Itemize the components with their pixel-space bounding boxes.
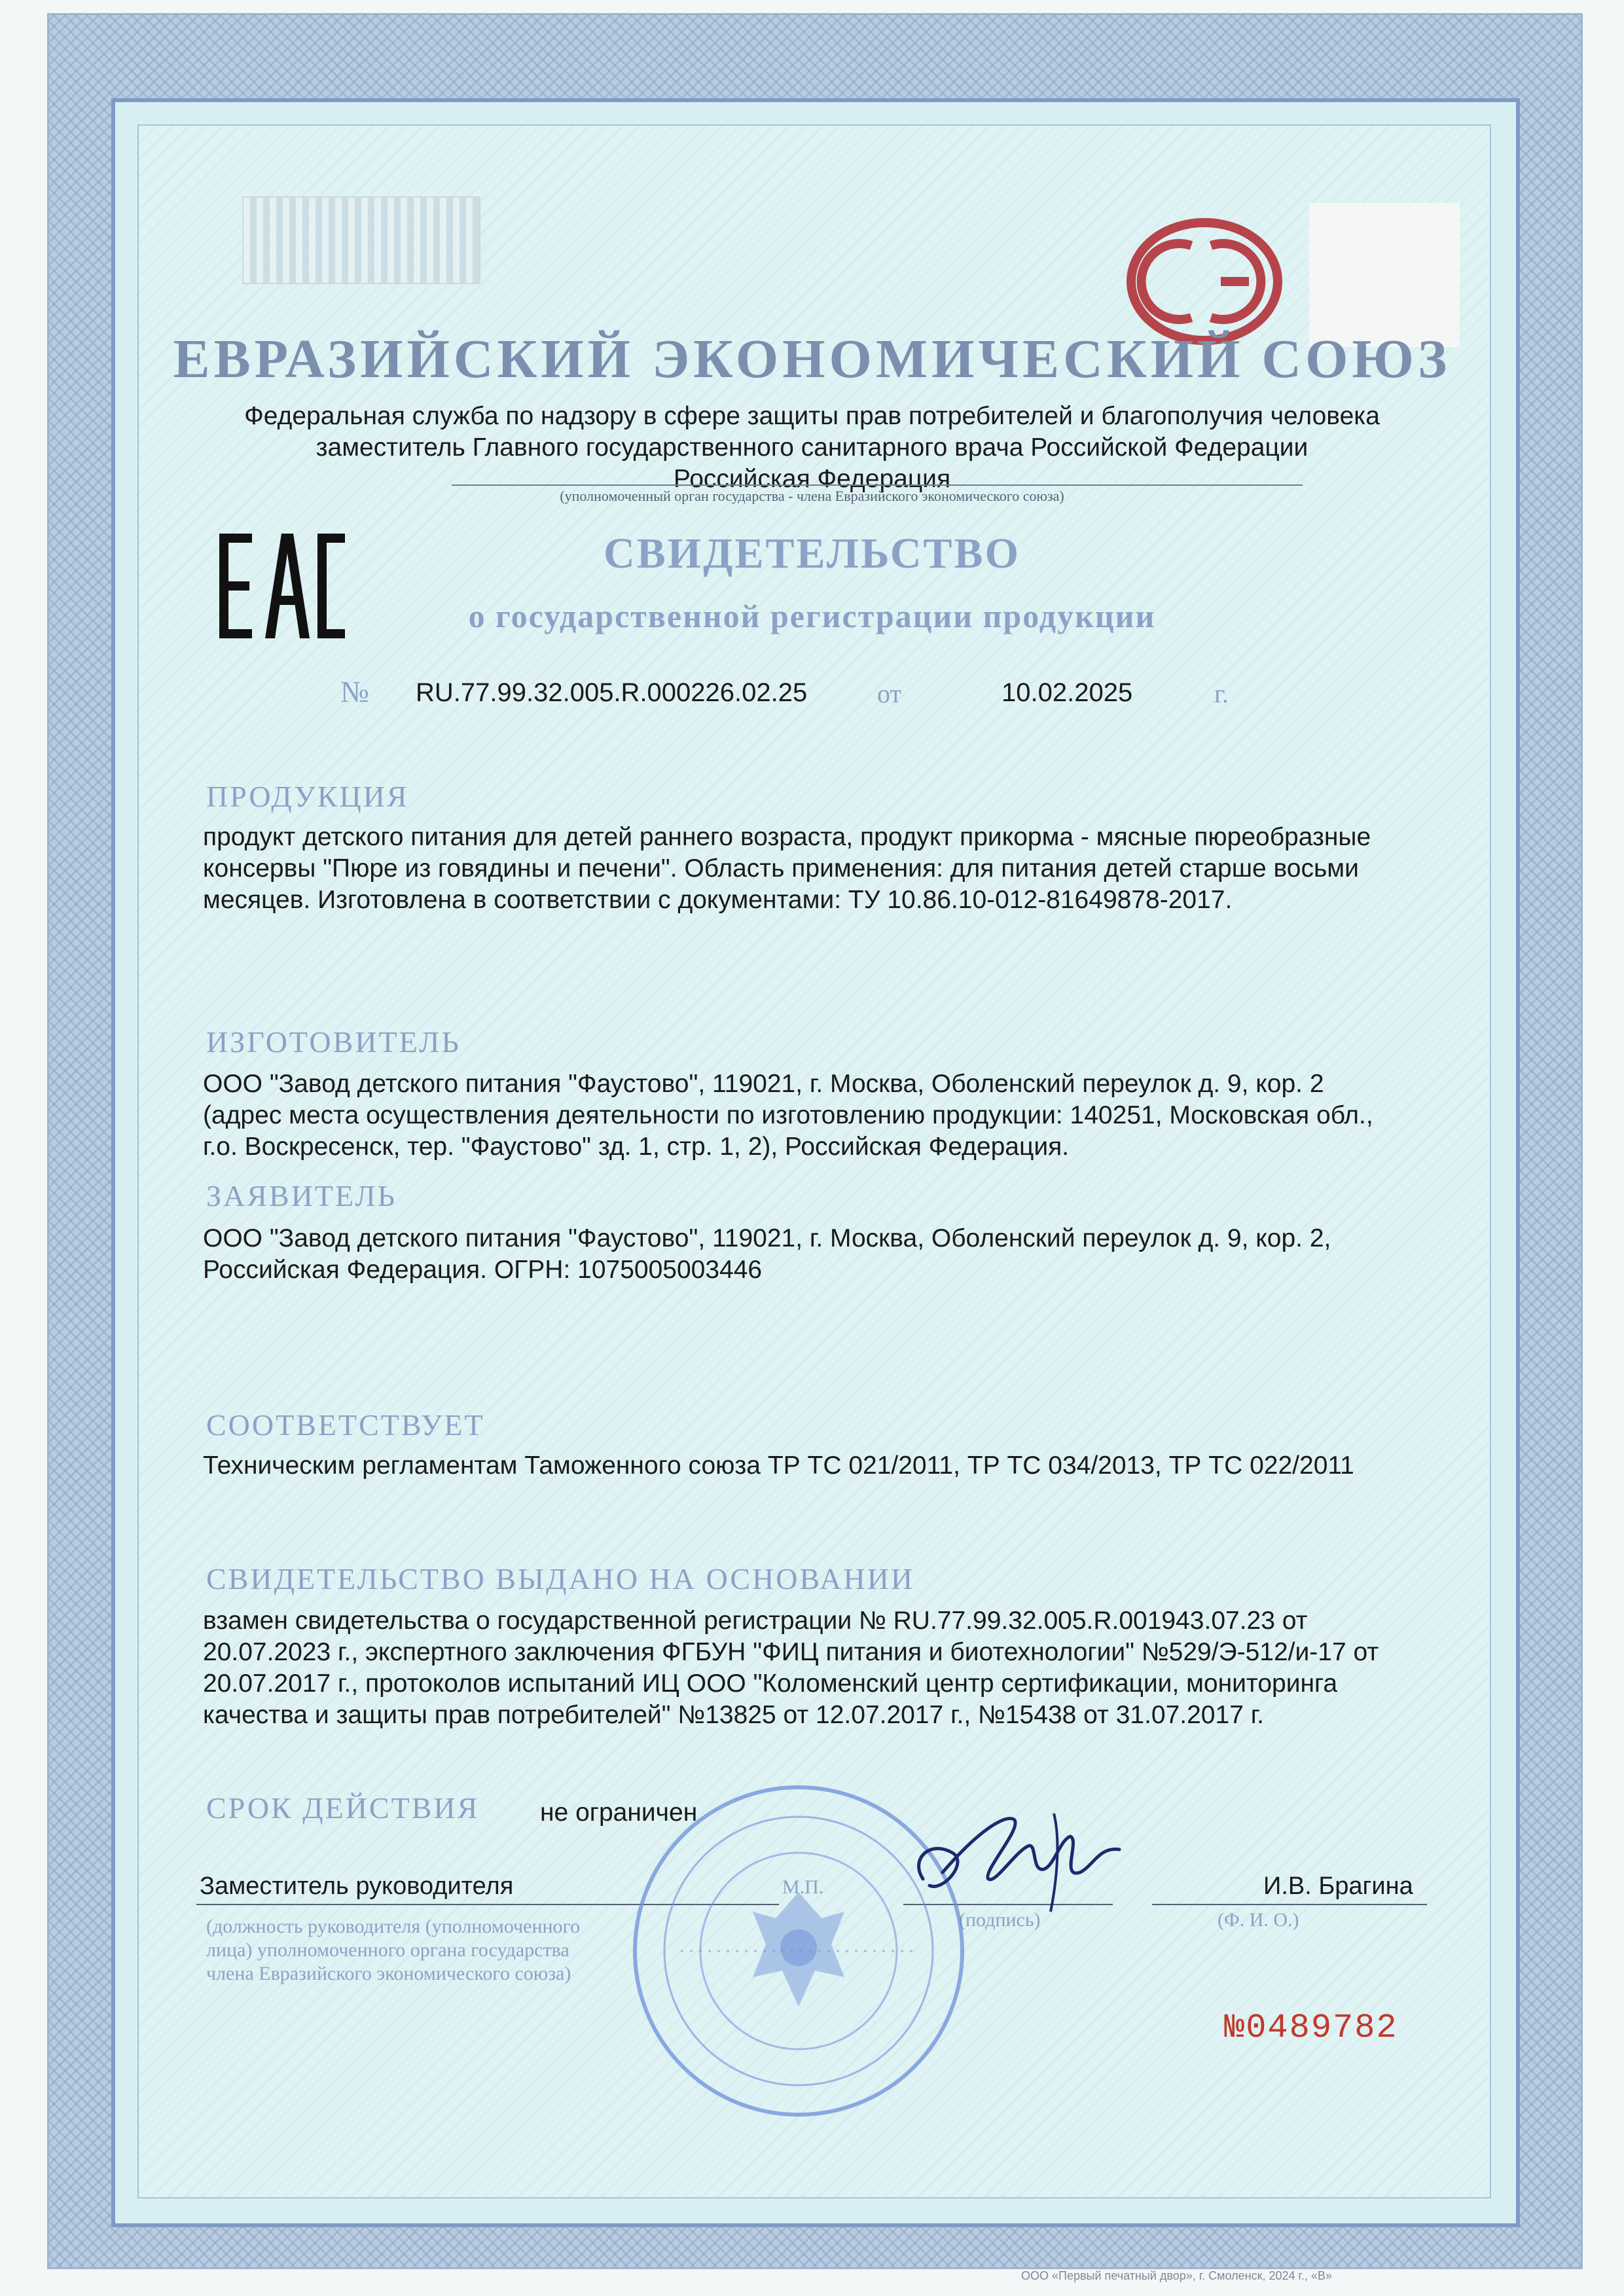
product-heading: ПРОДУКЦИЯ	[206, 780, 409, 813]
signatory-name: И.В. Брагина	[1263, 1872, 1413, 1900]
printer-note: ООО «Первый печатный двор», г. Смоленск, 2024 г., «В»	[1021, 2269, 1332, 2282]
basis-line: 20.07.2017 г., протоколов испытаний ИЦ ООО "Коломенский центр сертификации, мониторинга	[203, 1669, 1338, 1698]
basis-line: 20.07.2023 г., экспертного заключения ФГБУН "ФИЦ питания и биотехнологии" №529/Э-512/и-17 от	[203, 1638, 1379, 1666]
manufacturer-heading: ИЗГОТОВИТЕЛЬ	[206, 1025, 461, 1059]
product-line: консервы "Пюре из говядины и печени". Область применения: для питания детей старше восьми	[203, 854, 1359, 883]
name-underline	[1152, 1904, 1427, 1905]
conforms-line: Техническим регламентам Таможенного союза ТР ТС 021/2011, ТР ТС 034/2013, ТР ТС 022/2011	[203, 1451, 1354, 1480]
applicant-line: Российская Федерация. ОГРН: 1075005003446	[203, 1256, 763, 1284]
product-line: месяцев. Изготовлена в соответствии с документами: ТУ 10.86.10-012-81649878-2017.	[203, 886, 1233, 914]
certificate-date: 10.02.2025	[1001, 678, 1133, 707]
basis-line: взамен свидетельства о государственной регистрации № RU.77.99.32.005.R.001943.07.23 от	[203, 1607, 1308, 1635]
handwritten-signature	[903, 1800, 1139, 1918]
conforms-heading: СООТВЕТСТВУЕТ	[206, 1408, 485, 1442]
seal-caption: М.П.	[782, 1876, 824, 1898]
conforms-text	[203, 1450, 1447, 1482]
product-line: продукт детского питания для детей раннего возраста, продукт прикорма - мясные пюреобразные	[203, 823, 1371, 851]
basis-text	[203, 1605, 1447, 1731]
number-label: №	[340, 675, 369, 708]
authority-line-1: Федеральная служба по надзору в сфере защиты прав потребителей и благополучия человека	[244, 402, 1380, 430]
hologram-strip	[242, 196, 480, 284]
basis-line: качества и защиты прав потребителей" №13825 от 12.07.2017 г., №15438 от 31.07.2017 г.	[203, 1701, 1265, 1729]
applicant-line: ООО "Завод детского питания "Фаустово", 119021, г. Москва, Оболенский переулок д. 9, кор. 2,	[203, 1224, 1331, 1252]
signatory-position: Заместитель руководителя	[200, 1872, 514, 1900]
manufacturer-line: г.о. Воскресенск, тер. "Фаустово" зд. 1, стр. 1, 2), Российская Федерация.	[203, 1133, 1070, 1161]
product-text	[203, 822, 1447, 916]
authority-divider	[452, 484, 1303, 486]
qr-code-area	[1309, 203, 1460, 347]
position-caption-line: (должность руководителя (уполномоченного	[206, 1916, 581, 1937]
manufacturer-text	[203, 1068, 1447, 1163]
certificate-number: RU.77.99.32.005.R.000226.02.25	[416, 678, 808, 707]
position-caption-line: члена Евразийского экономического союза)	[206, 1963, 571, 1984]
manufacturer-line: ООО "Завод детского питания "Фаустово", 119021, г. Москва, Оболенский переулок д. 9, кор. 2	[203, 1070, 1324, 1098]
validity-heading: СРОК ДЕЙСТВИЯ	[206, 1791, 480, 1825]
name-caption: (Ф. И. О.)	[1218, 1909, 1299, 1931]
signature-caption: (подпись)	[959, 1909, 1041, 1931]
issuing-authority	[0, 401, 1624, 495]
serial-number: №0489782	[1224, 2009, 1398, 2047]
manufacturer-line: (адрес места осуществления деятельности по изготовлению продукции: 140251, Московская обл.,	[203, 1101, 1373, 1129]
authority-line-2: заместитель Главного государственного санитарного врача Российской Федерации	[316, 433, 1308, 462]
year-suffix: г.	[1214, 679, 1229, 708]
basis-heading: СВИДЕТЕЛЬСТВО ВЫДАНО НА ОСНОВАНИИ	[206, 1562, 915, 1595]
position-caption	[206, 1915, 580, 1986]
certificate-title: СВИДЕТЕЛЬСТВО	[604, 530, 1020, 577]
date-label: от	[877, 679, 901, 708]
authority-line-3: Российская Федерация	[673, 465, 951, 493]
applicant-heading: ЗАЯВИТЕЛЬ	[206, 1179, 397, 1212]
position-caption-line: лица) уполномоченного органа государства	[206, 1939, 569, 1961]
validity-value: не ограничен	[540, 1798, 698, 1827]
union-title: ЕВРАЗИЙСКИЙ ЭКОНОМИЧЕСКИЙ СОЮЗ	[173, 329, 1451, 390]
applicant-text	[203, 1223, 1447, 1286]
authority-note: (уполномоченный орган государства - члена Евразийского экономического союза)	[560, 488, 1064, 504]
certificate-subtitle: о государственной регистрации продукции	[468, 598, 1156, 634]
